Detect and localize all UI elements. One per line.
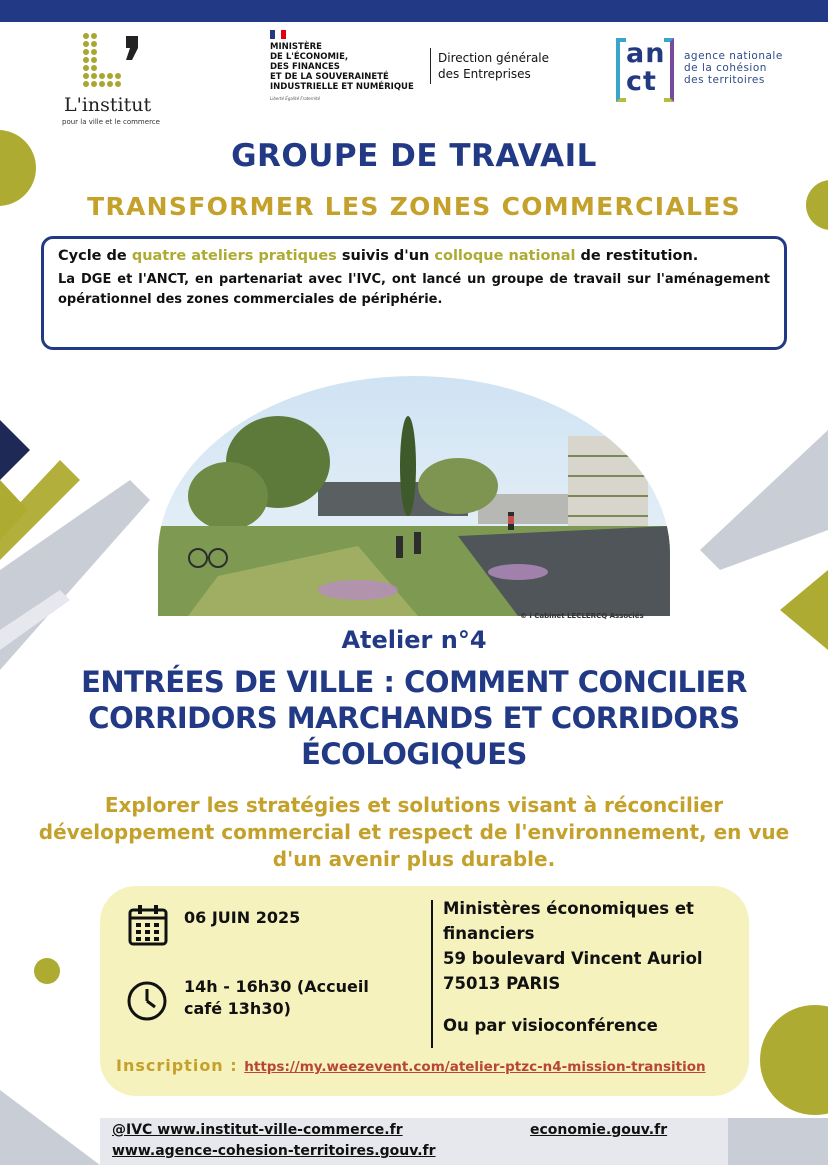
intro-box (41, 236, 787, 350)
registration-link[interactable]: https://my.weezevent.com/atelier-ptzc-n4-mission-transition (244, 1059, 706, 1075)
event-location-line-2: 59 boulevard Vincent Auriol (443, 949, 703, 968)
event-date: 06 JUIN 2025 (184, 908, 301, 927)
ministry-logo (270, 30, 570, 100)
anct-left-bracket (616, 38, 626, 102)
deco-diamonds-right (680, 420, 828, 660)
intro-paragraph-1: Cycle de quatre ateliers pratiques suivis d'un colloque national de restitution. (58, 248, 699, 264)
ivc-logo (56, 32, 174, 126)
photo-credit: © i Cabinet LECLERCQ Associés (520, 612, 644, 620)
registration-row (116, 1056, 706, 1075)
ministry-name: MINISTÈRE DE L'ÉCONOMIE, DES FINANCES ET DE LA SOUVERAINETÉ INDUSTRIELLE ET NUMÉRIQUE (270, 42, 414, 92)
footer-ivc-link[interactable]: @IVC www.institut-ville-commerce.fr (112, 1122, 403, 1138)
atelier-title: ENTRÉES DE VILLE : COMMENT CONCILIER CORRIDORS MARCHANDS ET CORRIDORS ÉCOLOGIQUES (81, 665, 747, 771)
page-subtitle: TRANSFORMER LES ZONES COMMERCIALES (87, 192, 741, 221)
event-location-line-1: Ministères économiques et financiers (443, 899, 694, 943)
anct-logo (616, 38, 806, 104)
footer-anct-link[interactable]: www.agence-cohesion-territoires.gouv.fr (112, 1143, 436, 1159)
marianne-flag-icon (270, 30, 286, 39)
intro-paragraph-2: La DGE et l'ANCT, en partenariat avec l'IVC, ont lancé un groupe de travail sur l'aménagement opérationnel des zones commerciales de périphérie. (58, 272, 770, 307)
clock-icon (126, 980, 168, 1022)
event-location-venue (443, 896, 743, 996)
deco-circle-left-small (34, 958, 60, 984)
page-title: GROUPE DE TRAVAIL (231, 138, 597, 174)
arch-illustration (158, 376, 670, 616)
ministry-divider (430, 48, 431, 84)
ivc-logo-tagline: pour la ville et le commerce (62, 118, 160, 126)
event-online: Ou par visioconférence (443, 1016, 658, 1035)
registration-label: Inscription : (116, 1056, 238, 1075)
footer-economie-link[interactable]: economie.gouv.fr (530, 1122, 668, 1138)
intro-highlight-colloque: colloque national (434, 248, 576, 264)
anct-wordmark: an ct (626, 38, 666, 97)
ivc-dots-mark (82, 32, 148, 92)
calendar-icon (128, 904, 168, 946)
anct-name: agence nationale de la cohésion des territoires (684, 50, 783, 86)
intro-highlight-ateliers: quatre ateliers pratiques (131, 248, 337, 264)
event-location (443, 896, 743, 996)
dge-name: Direction générale des Entreprises (438, 51, 550, 81)
anct-mark (616, 38, 674, 102)
event-info-box (100, 886, 749, 1096)
top-band (0, 0, 828, 22)
ivc-logo-name: L'institut (64, 94, 152, 116)
atelier-number: Atelier n°4 (341, 626, 487, 654)
ministry-motto: Liberté Égalité Fraternité (270, 96, 321, 101)
event-time: 14h - 16h30 (Accueil café 13h30) (184, 977, 369, 1018)
atelier-description: Explorer les stratégies et solutions visant à réconcilier développement commercial et respect de l'environnement, en vue d'un avenir plus durable. (38, 793, 790, 871)
event-info-divider (431, 900, 433, 1048)
event-location-line-3: 75013 PARIS (443, 974, 561, 993)
